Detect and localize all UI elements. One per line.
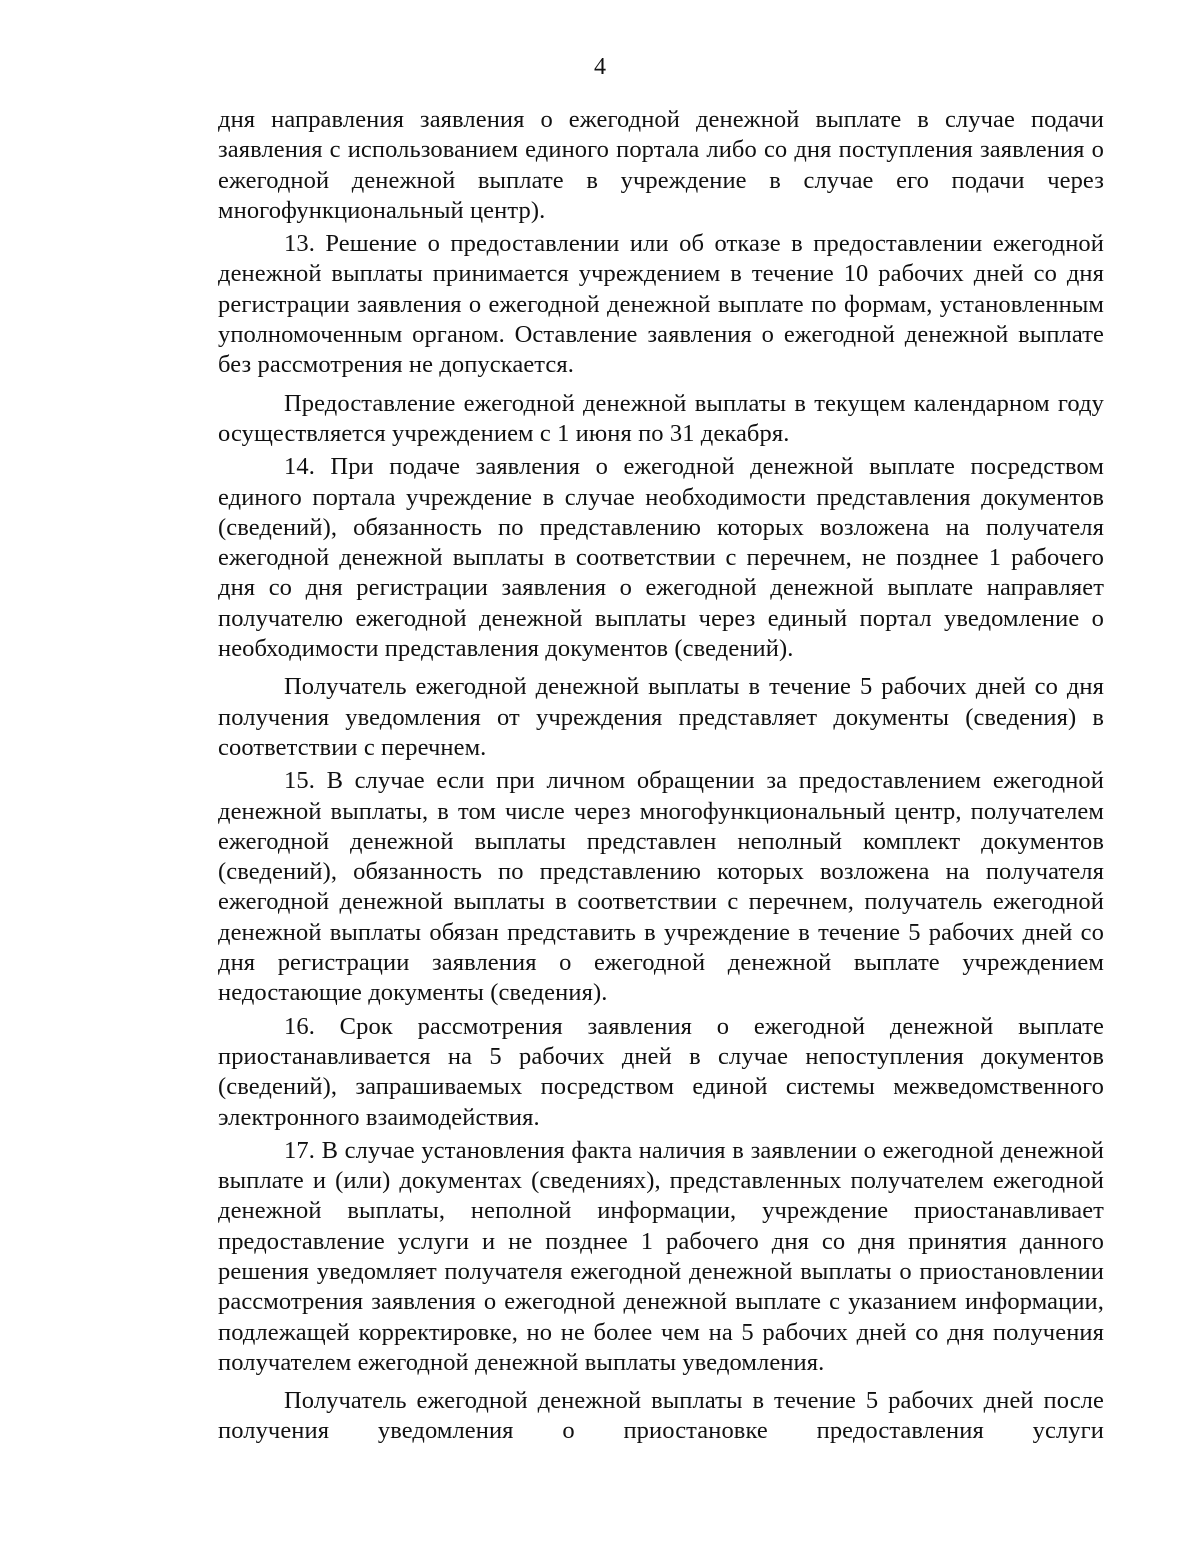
paragraph-13-continued: Предоставление ежегодной денежной выплаты в текущем календарном году осуществляется учреждением с 1 июня по 31 декабря. <box>218 389 1104 447</box>
paragraph-16: 16. Срок рассмотрения заявления о ежегодной денежной выплате приостанавливается на 5 рабочих дней в случае непоступления документов (сведений), запрашиваемых посредством единой системы межведомственного электронного взаимодействия. <box>218 1012 1104 1131</box>
document-body <box>218 105 1104 1447</box>
paragraph-continuation: дня направления заявления о ежегодной денежной выплате в случае подачи заявления с использованием единого портала либо со дня поступления заявления о ежегодной денежной выплате в учреждение в случае его подачи через многофункциональный центр). <box>218 106 1104 224</box>
paragraph-14-continued: Получатель ежегодной денежной выплаты в течение 5 рабочих дней со дня получения уведомления от учреждения представляет документы (сведения) в соответствии с перечнем. <box>218 673 1104 761</box>
paragraph-15: 15. В случае если при личном обращении за предоставлением ежегодной денежной выплаты, в том числе через многофункциональный центр, получателем ежегодной денежной выплаты представлен неполный комплект документов (сведений), обязанность по представлению которых возложена на получателя ежегодной денежной выплаты в соответствии с перечнем, получатель ежегодной денежной выплаты обязан представить в учреждение в течение 5 рабочих дней со дня регистрации заявления о ежегодной денежной выплате учреждением недостающие документы (сведения). <box>218 767 1104 1007</box>
paragraph-17: 17. В случае установления факта наличия в заявлении о ежегодной денежной выплате и (или) документах (сведениях), представленных получателем ежегодной денежной выплаты, неполной информации, учреждение приостанавливает предоставление услуги и не позднее 1 рабочего дня со дня принятия данного решения уведомляет получателя ежегодной денежной выплаты о приостановлении рассмотрения заявления о ежегодной денежной выплате с указанием информации, подлежащей корректировке, но не более чем на 5 рабочих дней со дня получения получателем ежегодной денежной выплаты уведомления. <box>218 1136 1104 1376</box>
paragraph-13: 13. Решение о предоставлении или об отказе в предоставлении ежегодной денежной выплаты принимается учреждением в течение 10 рабочих дней со дня регистрации заявления о ежегодной денежной выплате по формам, установленным уполномоченным органом. Оставление заявления о ежегодной денежной выплате без рассмотрения не допускается. <box>218 230 1104 379</box>
paragraph-14: 14. При подаче заявления о ежегодной денежной выплате посредством единого портала учреждение в случае необходимости представления документов (сведений), обязанность по представлению которых возложена на получателя ежегодной денежной выплаты в соответствии с перечнем, не позднее 1 рабочего дня со дня регистрации заявления о ежегодной денежной выплате направляет получателю ежегодной денежной выплаты через единый портал уведомление о необходимости представления документов (сведений). <box>218 453 1104 663</box>
page-number: 4 <box>594 54 606 80</box>
paragraph-17-continued: Получатель ежегодной денежной выплаты в течение 5 рабочих дней после получения уведомления о приостановке предоставления услуги <box>218 1387 1104 1445</box>
